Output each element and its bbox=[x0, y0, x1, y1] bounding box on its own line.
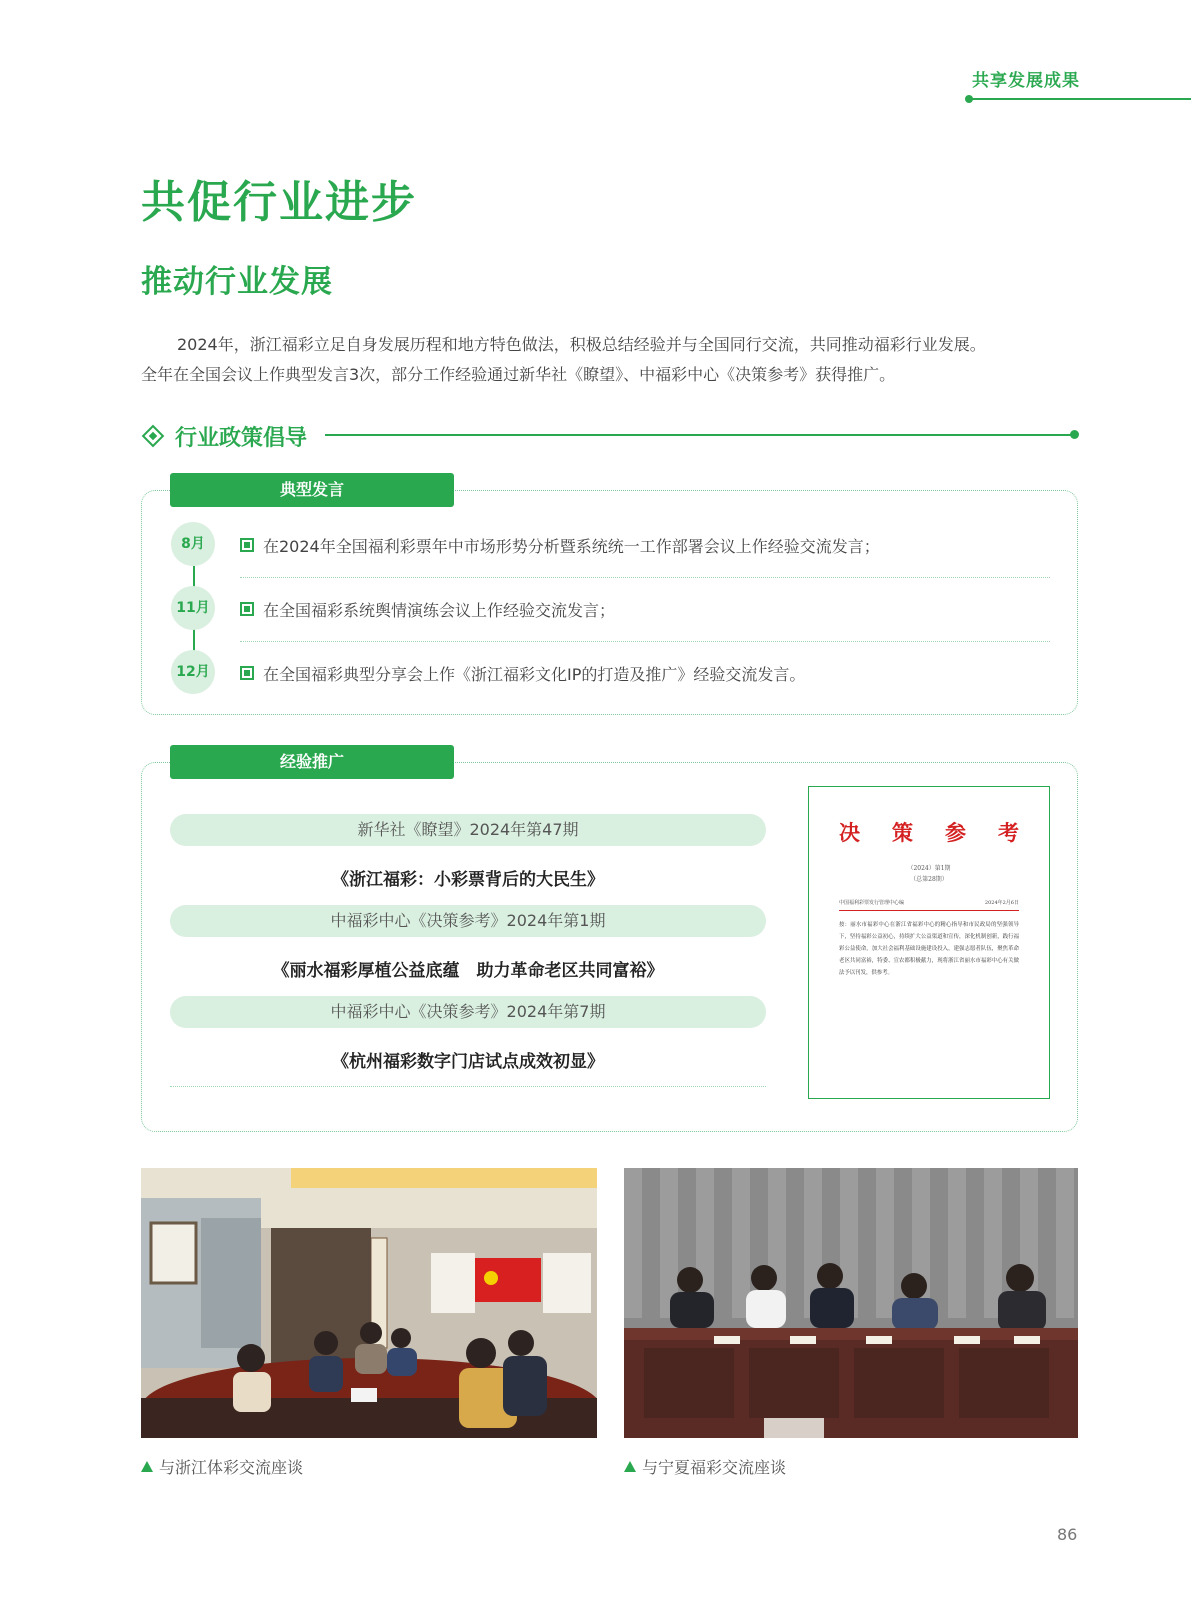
header-rule-dot bbox=[965, 95, 973, 103]
box-divider bbox=[170, 1086, 766, 1087]
policy-section-heading bbox=[141, 418, 307, 454]
document-body: 按：丽水市福彩中心在浙江省福彩中心的精心指导和市民政局的坚强领导下，坚持福彩公益初心，持续扩大公益渠道和宣传，深化机制创新，践行福彩公益使命，加大社会福利基础设施建设投入，建强志愿者队伍，聚焦革命老区共同富裕，特委、宣农都积极献力，现将浙江省丽水市福彩中心有关做法予以刊发，供参考。 bbox=[839, 922, 1019, 976]
page-number: 86 bbox=[1057, 1525, 1078, 1544]
source-pill: 中福彩中心《决策参考》2024年第1期 bbox=[170, 905, 766, 937]
page-subtitle: 推动行业发展 bbox=[141, 264, 333, 300]
section-rule-dot bbox=[1070, 430, 1079, 439]
document-total-issue: （总第28期） bbox=[910, 876, 948, 883]
intro-paragraph bbox=[141, 330, 1081, 390]
document-publisher: 中国福利彩票发行管理中心编 bbox=[839, 900, 905, 906]
document-title: 决 策 参 考 bbox=[839, 820, 1019, 845]
photo-caption: 与浙江体彩交流座谈 bbox=[141, 1455, 303, 1478]
speeches-tag: 典型发言 bbox=[170, 473, 454, 507]
speech-item bbox=[240, 533, 880, 557]
speech-text: 在2024年全国福利彩票年中市场形势分析暨系统统一工作部署会议上作经验交流发言； bbox=[263, 536, 880, 556]
document-red-rule bbox=[839, 910, 1019, 911]
bullet-square-icon bbox=[240, 538, 254, 552]
speech-item bbox=[240, 597, 615, 621]
article-title: 《丽水福彩厚植公益底蕴 助力革命老区共同富裕》 bbox=[272, 961, 664, 981]
header-rule bbox=[970, 98, 1191, 100]
intro-line-1: 2024年，浙江福彩立足自身发展历程和地方特色做法，积极总结经验并与全国同行交流，共同推动福彩行业发展。 bbox=[177, 335, 986, 354]
photo-ningxia-welfare-lottery-meeting bbox=[624, 1168, 1078, 1438]
article-title: 《浙江福彩：小彩票背后的大民生》 bbox=[332, 870, 604, 890]
source-pill: 中福彩中心《决策参考》2024年第7期 bbox=[170, 996, 766, 1028]
document-meta bbox=[839, 899, 1019, 906]
running-header: 共享发展成果 bbox=[972, 71, 1080, 91]
diamond-icon bbox=[142, 425, 165, 448]
speech-item bbox=[240, 661, 805, 685]
document-date: 2024年2月6日 bbox=[984, 900, 1019, 906]
photo-zhejiang-sports-lottery-meeting bbox=[141, 1168, 597, 1438]
timeline-month: 8月 bbox=[171, 522, 215, 566]
triangle-icon bbox=[624, 1461, 636, 1472]
triangle-icon bbox=[141, 1461, 153, 1472]
timeline-month: 12月 bbox=[171, 650, 215, 694]
speech-text: 在全国福彩系统舆情演练会议上作经验交流发言； bbox=[263, 600, 616, 620]
meeting-photo-illustration bbox=[141, 1168, 597, 1438]
panel-photo-illustration bbox=[624, 1168, 1078, 1438]
section-rule bbox=[325, 434, 1075, 436]
speech-text: 在全国福彩典型分享会上作《浙江福彩文化IP的打造及推广》经验交流发言。 bbox=[263, 664, 806, 684]
row-divider bbox=[240, 577, 1050, 578]
article-title: 《杭州福彩数字门店试点成效初显》 bbox=[332, 1052, 604, 1072]
bullet-square-icon bbox=[240, 602, 254, 616]
bullet-square-icon bbox=[240, 666, 254, 680]
photo-caption: 与宁夏福彩交流座谈 bbox=[624, 1455, 786, 1478]
document-issue: （2024）第1期 bbox=[907, 865, 951, 872]
page-title: 共促行业进步 bbox=[141, 177, 417, 228]
intro-line-2: 全年在全国会议上作典型发言3次，部分工作经验通过新华社《瞭望》、中福彩中心《决策参考》获得推广。 bbox=[141, 365, 896, 384]
row-divider bbox=[240, 641, 1050, 642]
source-pill: 新华社《瞭望》2024年第47期 bbox=[170, 814, 766, 846]
decision-reference-document bbox=[808, 786, 1050, 1099]
policy-section-title: 行业政策倡导 bbox=[175, 425, 308, 451]
timeline-month: 11月 bbox=[171, 586, 215, 630]
promotion-tag: 经验推广 bbox=[170, 745, 454, 779]
